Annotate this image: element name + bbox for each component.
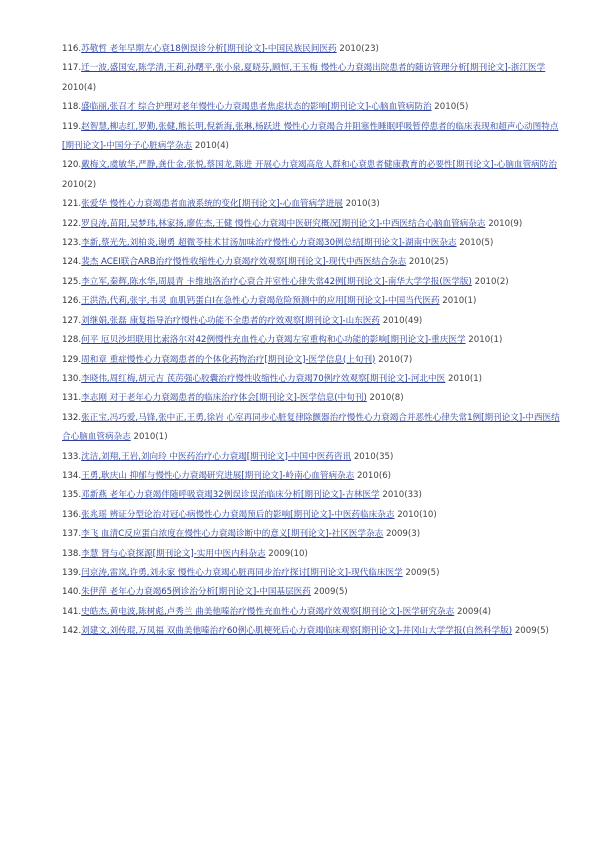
reference-number: 142. <box>62 626 82 637</box>
reference-link[interactable]: 罗良涛,苗阳,吴梦玮,林家扬,廖佐杰,王健 慢性心力衰竭中医研究概况[期刊论文]-中西医结合心脑血管病杂志 <box>81 218 486 229</box>
reference-item <box>62 389 562 408</box>
reference-link[interactable]: 张兆瑶 辨证分型论治对冠心病慢性心力衰竭预后的影响[期刊论文]-中医药临床杂志 <box>81 509 395 520</box>
reference-link[interactable]: 沈洁,刘翔,王岩,刘向玲 中医药治疗心力衰竭[期刊论文]-中国中医药咨讯 <box>81 451 352 462</box>
reference-link[interactable]: 刘继娟,张磊 康复指导治疗慢性心功能不全患者的疗效观察[期刊论文]-山东医药 <box>81 315 381 326</box>
reference-number: 138. <box>62 548 82 559</box>
reference-year-issue: 2010(1) <box>439 296 477 307</box>
reference-year-issue: 2009(3) <box>383 529 421 540</box>
reference-year-issue: 2009(10) <box>265 548 308 559</box>
reference-item <box>62 486 562 505</box>
reference-number: 140. <box>62 587 82 598</box>
reference-year-issue: 2010(9) <box>485 218 523 229</box>
reference-year-issue: 2010(7) <box>375 354 413 365</box>
reference-year-issue: 2010(25) <box>406 257 449 268</box>
reference-link[interactable]: 周和章 重症慢性心力衰竭患者的个体化药物治疗[期刊论文]-医学信息(上旬刊) <box>81 354 376 365</box>
reference-year-issue: 2010(10) <box>394 509 437 520</box>
reference-link[interactable]: 史皓杰,黄电波,陈树彪,卢秀兰 曲美他嗪治疗慢性充血性心力衰竭疗效观察[期刊论文]-医学研究杂志 <box>81 606 455 617</box>
reference-number: 117. <box>62 63 82 74</box>
reference-link[interactable]: 赵智慧,柳志红,罗勤,张健,熊长明,倪新海,张琳,杨跃进 慢性心力衰竭合并阻塞性睡眠呼吸暂停患者的临床表现和超声心动图特点[期刊论文]-中国分子心脏病学杂志 <box>62 121 559 152</box>
reference-link[interactable]: 李志刚 对于老年心力衰竭患者的临床治疗体会[期刊论文]-医学信息(中旬刊) <box>81 393 367 404</box>
reference-link[interactable]: 刘建文,刘传琨,万凤福 双曲美他嗪治疗60例心肌梗死后心力衰竭临床观察[期刊论文]-井冈山大学学报(自然科学版) <box>81 626 513 637</box>
reference-item <box>62 253 562 272</box>
reference-number: 116. <box>62 44 82 54</box>
reference-link[interactable]: 闫京涛,雷岚,许勇,刘永家 慢性心力衰竭心脏再同步治疗探讨[期刊论文]-现代临床医学 <box>81 567 403 578</box>
reference-item <box>62 545 562 564</box>
reference-item <box>62 215 562 234</box>
reference-link[interactable]: 王洪浩,代莉,张宇,韦灵 血肌钙蛋白Ⅰ在急性心力衰竭危险预测中的应用[期刊论文]-中国当代医药 <box>81 296 440 307</box>
reference-item <box>62 156 562 195</box>
reference-year-issue: 2010(49) <box>380 315 423 326</box>
reference-item <box>62 506 562 525</box>
reference-link[interactable]: 裴杰 ACEI联合ARB治疗慢性收缩性心力衰竭疗效观察[期刊论文]-现代中西医结合杂志 <box>81 257 407 268</box>
reference-number: 125. <box>62 276 82 287</box>
reference-item <box>62 273 562 292</box>
reference-year-issue: 2009(5) <box>402 567 440 578</box>
reference-number: 133. <box>62 451 82 462</box>
reference-link[interactable]: 戴梅文,虞敏华,严静,龚仕金,张悦,蔡国龙,陈进 开展心力衰竭高危人群和心衰患者健康教育的必要性[期刊论文]-心脑血管病防治 <box>81 160 557 171</box>
reference-link[interactable]: 李慧 肾与心衰探源[期刊论文]-实用中医内科杂志 <box>81 548 266 559</box>
reference-item <box>62 118 562 157</box>
reference-year-issue: 2010(2) <box>62 179 97 190</box>
reference-year-issue: 2009(5) <box>310 587 348 598</box>
reference-link[interactable]: 迁一波,盛国安,陈学清,王莉,孙曙平,张小泉,夏晓芬,顾恒,王玉梅 慢性心力衰竭出院患者的随访管理分析[期刊论文]-浙江医学 <box>81 63 546 74</box>
reference-number: 139. <box>62 567 82 578</box>
reference-link[interactable]: 李新,蔡光先,刘柏炎,谢勇 超微苓桂术甘汤加味治疗慢性心力衰竭30例总结[期刊论文]-湖南中医杂志 <box>81 238 457 249</box>
reference-number: 137. <box>62 529 82 540</box>
reference-year-issue: 2010(6) <box>354 470 392 481</box>
reference-number: 134. <box>62 470 82 481</box>
reference-item <box>62 40 562 59</box>
reference-item <box>62 564 562 583</box>
reference-number: 121. <box>62 199 82 210</box>
reference-item <box>62 98 562 117</box>
reference-year-issue: 2010(4) <box>62 82 97 93</box>
reference-link[interactable]: 盛临丽,张召才 综合护理对老年慢性心力衰竭患者焦虑状态的影响[期刊论文]-心脑血管病防治 <box>81 102 432 113</box>
reference-item <box>62 370 562 389</box>
reference-year-issue: 2010(5) <box>431 102 469 113</box>
reference-list <box>62 40 562 642</box>
reference-item <box>62 59 562 98</box>
reference-year-issue: 2010(1) <box>445 373 483 384</box>
reference-year-issue: 2010(1) <box>465 335 503 346</box>
reference-item <box>62 525 562 544</box>
reference-link[interactable]: 王勇,耿庆山 抑郁与慢性心力衰竭研究进展[期刊论文]-岭南心血管病杂志 <box>81 470 355 481</box>
reference-number: 122. <box>62 218 82 229</box>
reference-link[interactable]: 李立军,秦辉,陈水华,周晨青 卡维地洛治疗心衰合并室性心律失常42例[期刊论文]-南华大学学报(医学版) <box>81 276 472 287</box>
reference-year-issue: 2010(8) <box>366 393 404 404</box>
reference-item <box>62 622 562 641</box>
reference-year-issue: 2009(4) <box>454 606 492 617</box>
reference-number: 126. <box>62 296 82 307</box>
reference-link[interactable]: 李晓伟,周红梅,胡元吉 芪苈强心胶囊治疗慢性收缩性心力衰竭70例疗效观察[期刊论文]-河北中医 <box>81 373 446 384</box>
reference-number: 130. <box>62 373 82 384</box>
reference-number: 136. <box>62 509 82 520</box>
reference-number: 118. <box>62 102 82 113</box>
reference-number: 141. <box>62 606 82 617</box>
reference-link[interactable]: 张正宝,冯巧爱,马锋,张中正,王勇,徐岩 心室再同步心脏复律除颤器治疗慢性心力衰竭合并恶性心律失常1例[期刊论文]-中西医结合心脑血管病杂志 <box>62 412 560 443</box>
reference-item <box>62 234 562 253</box>
reference-number: 129. <box>62 354 82 365</box>
reference-item <box>62 603 562 622</box>
reference-item <box>62 467 562 486</box>
reference-link[interactable]: 李飞 血清C反应蛋白浓度在慢性心力衰竭诊断中的意义[期刊论文]-社区医学杂志 <box>81 529 384 540</box>
reference-number: 119. <box>62 121 82 132</box>
reference-year-issue: 2010(4) <box>192 141 229 152</box>
reference-number: 131. <box>62 393 82 404</box>
reference-year-issue: 2010(5) <box>456 238 494 249</box>
reference-item <box>62 292 562 311</box>
reference-year-issue: 2010(23) <box>336 44 379 54</box>
reference-link[interactable]: 张爱华 慢性心力衰竭患者血液系统的变化[期刊论文]-心血管病学进展 <box>81 199 343 210</box>
reference-link[interactable]: 朱伊萍 老年心力衰竭65例诊治分析[期刊论文]-中国基层医药 <box>81 587 311 598</box>
reference-year-issue: 2010(3) <box>342 199 380 210</box>
reference-link[interactable]: 苏敬哲 老年早期左心衰18例误诊分析[期刊论文]-中国民族民间医药 <box>81 44 337 54</box>
reference-year-issue: 2010(1) <box>130 432 168 443</box>
reference-year-issue: 2009(5) <box>512 626 549 637</box>
reference-year-issue: 2010(2) <box>471 276 509 287</box>
reference-number: 128. <box>62 335 82 346</box>
reference-number: 120. <box>62 160 82 171</box>
reference-link[interactable]: 邓新燕 老年心力衰竭伴随呼吸衰竭32例误诊误治临床分析[期刊论文]-吉林医学 <box>81 490 380 501</box>
reference-year-issue: 2010(33) <box>379 490 422 501</box>
reference-item <box>62 351 562 370</box>
reference-number: 124. <box>62 257 82 268</box>
reference-number: 127. <box>62 315 82 326</box>
reference-link[interactable]: 何平 厄贝沙坦联用比索洛尔对42例慢性充血性心力衰竭左室重构和心功能的影响[期刊论文]-重庆医学 <box>81 335 466 346</box>
reference-item <box>62 409 562 448</box>
reference-item <box>62 583 562 602</box>
reference-item <box>62 448 562 467</box>
reference-year-issue: 2010(35) <box>351 451 394 462</box>
reference-number: 132. <box>62 412 82 423</box>
reference-number: 123. <box>62 238 82 249</box>
reference-item <box>62 195 562 214</box>
reference-item <box>62 331 562 350</box>
reference-item <box>62 312 562 331</box>
reference-number: 135. <box>62 490 82 501</box>
